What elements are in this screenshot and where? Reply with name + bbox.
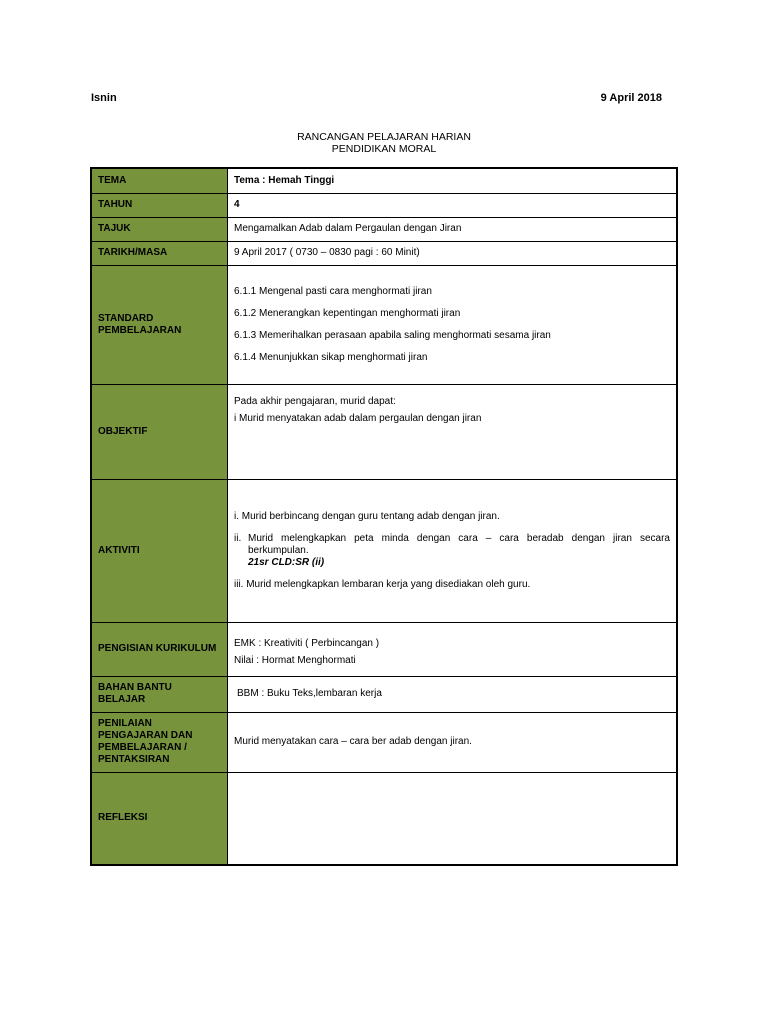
- value-penilaian: Murid menyatakan cara – cara ber adab dengan jiran.: [228, 712, 678, 772]
- standard-item: 6.1.4 Menunjukkan sikap menghormati jiran: [234, 351, 428, 363]
- value-standard: [228, 265, 678, 384]
- value-refleksi: [228, 772, 678, 865]
- objektif-item: i Murid menyatakan adab dalam pergaulan dengan jiran: [234, 412, 482, 424]
- label-refleksi: REFLEKSI: [91, 772, 228, 865]
- date-label: 9 April 2018: [600, 92, 662, 104]
- row-tahun: [91, 193, 677, 217]
- objektif-intro: Pada akhir pengajaran, murid dapat:: [234, 395, 396, 407]
- row-tajuk: [91, 217, 677, 241]
- row-objektif: [91, 384, 677, 479]
- value-kurikulum: [228, 622, 678, 676]
- label-bahan: BAHAN BANTU BELAJAR: [91, 676, 228, 712]
- row-bahan: [91, 676, 677, 712]
- aktiviti-item-1: i. Murid berbincang dengan guru tentang adab dengan jiran.: [234, 510, 500, 522]
- standard-item: 6.1.2 Menerangkan kepentingan menghormati jiran: [234, 307, 461, 319]
- value-tema: Tema : Hemah Tinggi: [228, 168, 678, 193]
- label-tema: TEMA: [91, 168, 228, 193]
- value-bahan: BBM : Buku Teks,lembaran kerja: [228, 676, 678, 712]
- label-tajuk: TAJUK: [91, 217, 228, 241]
- row-tema: [91, 168, 677, 193]
- label-objektif: OBJEKTIF: [91, 384, 228, 479]
- label-penilaian: PENILAIAN PENGAJARAN DAN PEMBELAJARAN / PENTAKSIRAN: [91, 712, 228, 772]
- row-standard: [91, 265, 677, 384]
- label-kurikulum: PENGISIAN KURIKULUM: [91, 622, 228, 676]
- aktiviti-item-2-note: 21sr CLD:SR (ii): [248, 556, 325, 568]
- day-label: Isnin: [91, 92, 117, 104]
- kurikulum-line-1: EMK : Kreativiti ( Perbincangan ): [234, 637, 380, 649]
- aktiviti-item-2-body: Murid melengkapkan peta minda dengan cara – cara beradab dengan jiran secara berkumpulan.: [248, 532, 670, 556]
- kurikulum-line-2: Nilai : Hormat Menghormati: [234, 654, 356, 666]
- value-tarikh: 9 April 2017 ( 0730 – 0830 pagi : 60 Minit): [228, 241, 678, 265]
- row-penilaian: [91, 712, 677, 772]
- aktiviti-item-3: iii. Murid melengkapkan lembaran kerja yang disediakan oleh guru.: [234, 578, 531, 590]
- label-standard: STANDARD PEMBELAJARAN: [91, 265, 228, 384]
- doc-title: RANCANGAN PELAJARAN HARIAN: [297, 131, 471, 143]
- standard-item: 6.1.1 Mengenal pasti cara menghormati jiran: [234, 285, 432, 297]
- aktiviti-item-2-text: [248, 533, 670, 569]
- row-aktiviti: [91, 479, 677, 622]
- standard-item: 6.1.3 Memerihalkan perasaan apabila saling menghormati sesama jiran: [234, 329, 551, 341]
- value-tahun: 4: [228, 193, 678, 217]
- value-tajuk: Mengamalkan Adab dalam Pergaulan dengan Jiran: [228, 217, 678, 241]
- label-tahun: TAHUN: [91, 193, 228, 217]
- row-refleksi: [91, 772, 677, 865]
- value-objektif: [228, 384, 678, 479]
- value-aktiviti: [228, 479, 678, 622]
- aktiviti-item-2: [234, 533, 670, 569]
- row-kurikulum: [91, 622, 677, 676]
- label-aktiviti: AKTIVITI: [91, 479, 228, 622]
- aktiviti-item-2-number: ii.: [234, 532, 242, 544]
- row-tarikh: [91, 241, 677, 265]
- label-tarikh: TARIKH/MASA: [91, 241, 228, 265]
- lesson-plan-table: [90, 167, 678, 866]
- doc-subtitle: PENDIDIKAN MORAL: [331, 143, 437, 155]
